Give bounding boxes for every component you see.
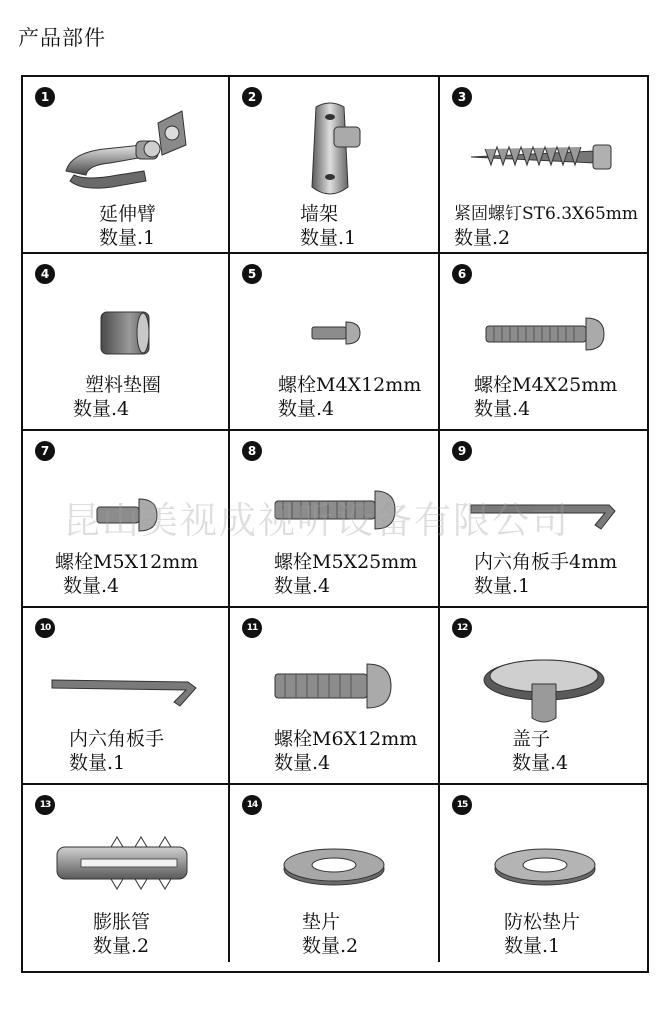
part-quantity: 数量.4 (274, 752, 331, 774)
wall-bracket-icon (230, 101, 438, 201)
part-number: 11 (242, 618, 262, 638)
part-quantity: 数量.4 (278, 398, 335, 420)
hex-key-4mm-icon (440, 455, 649, 555)
part-quantity: 数量.2 (93, 935, 150, 957)
parts-table (21, 75, 649, 973)
part-cell-4 (23, 254, 230, 431)
bolt-m5x25-icon (230, 455, 438, 555)
part-name: 垫片 (302, 911, 341, 933)
hex-key-icon (23, 632, 228, 732)
part-quantity: 数量.1 (300, 227, 357, 249)
bolt-m4x12-icon (230, 278, 438, 378)
part-cell-5 (230, 254, 440, 431)
part-name: 延伸臂 (99, 203, 157, 225)
cover-cap-icon (440, 632, 649, 732)
part-number: 7 (35, 441, 55, 461)
page-title: 产品部件 (18, 26, 106, 50)
part-cell-7 (23, 431, 230, 608)
plastic-spacer-icon (23, 278, 228, 378)
part-cell-9 (440, 431, 649, 608)
part-name: 盖子 (512, 728, 551, 750)
part-name: 内六角板手 (69, 728, 165, 750)
part-cell-3 (440, 77, 649, 254)
part-quantity: 数量.2 (302, 935, 359, 957)
part-quantity: 数量.1 (69, 752, 126, 774)
part-number: 4 (35, 264, 55, 284)
part-number: 6 (452, 264, 472, 284)
part-number: 5 (242, 264, 262, 284)
part-number: 10 (35, 618, 55, 638)
part-quantity: 数量.1 (99, 227, 156, 249)
part-quantity: 数量.1 (504, 935, 561, 957)
part-cell-6 (440, 254, 649, 431)
part-number: 2 (242, 87, 262, 107)
part-name: 内六角板手4mm (474, 551, 618, 573)
part-name: 紧固螺钉ST6.3X65mm (454, 204, 638, 224)
part-number: 15 (452, 795, 472, 815)
part-name: 墙架 (300, 203, 339, 225)
part-quantity: 数量.4 (63, 575, 120, 597)
self-tapping-screw-icon (440, 101, 649, 201)
wall-anchor-icon (23, 809, 228, 909)
part-cell-2 (230, 77, 440, 254)
part-name: 防松垫片 (504, 911, 581, 933)
part-cell-13 (23, 785, 230, 962)
lock-washer-icon (440, 809, 649, 909)
part-quantity: 数量.2 (454, 227, 511, 249)
part-cell-14 (230, 785, 440, 962)
part-cell-11 (230, 608, 440, 785)
part-number: 8 (242, 441, 262, 461)
part-name: 螺栓M6X12mm (274, 728, 418, 750)
washer-icon (230, 809, 438, 909)
extension-arm-icon (23, 101, 228, 201)
part-quantity: 数量.4 (73, 398, 130, 420)
part-name: 螺栓M5X25mm (274, 551, 418, 573)
part-cell-15 (440, 785, 649, 962)
part-name: 螺栓M4X25mm (474, 374, 618, 396)
part-number: 12 (452, 618, 472, 638)
bolt-m5x12-icon (23, 455, 228, 555)
part-quantity: 数量.1 (474, 575, 531, 597)
part-name: 塑料垫圈 (85, 374, 162, 396)
part-name: 螺栓M4X12mm (278, 374, 422, 396)
part-cell-8 (230, 431, 440, 608)
part-number: 9 (452, 441, 472, 461)
part-number: 14 (242, 795, 262, 815)
part-quantity: 数量.4 (474, 398, 531, 420)
part-quantity: 数量.4 (512, 752, 569, 774)
part-number: 1 (35, 87, 55, 107)
part-name: 膨胀管 (93, 911, 151, 933)
part-quantity: 数量.4 (274, 575, 331, 597)
watermark: 昆山美视成视听设备有限公司 (63, 499, 570, 542)
bolt-m6x12-icon (230, 632, 438, 732)
part-number: 13 (35, 795, 55, 815)
bolt-m4x25-icon (440, 278, 649, 378)
part-number: 3 (452, 87, 472, 107)
part-cell-10 (23, 608, 230, 785)
part-name: 螺栓M5X12mm (55, 551, 199, 573)
part-cell-1 (23, 77, 230, 254)
part-cell-12 (440, 608, 649, 785)
